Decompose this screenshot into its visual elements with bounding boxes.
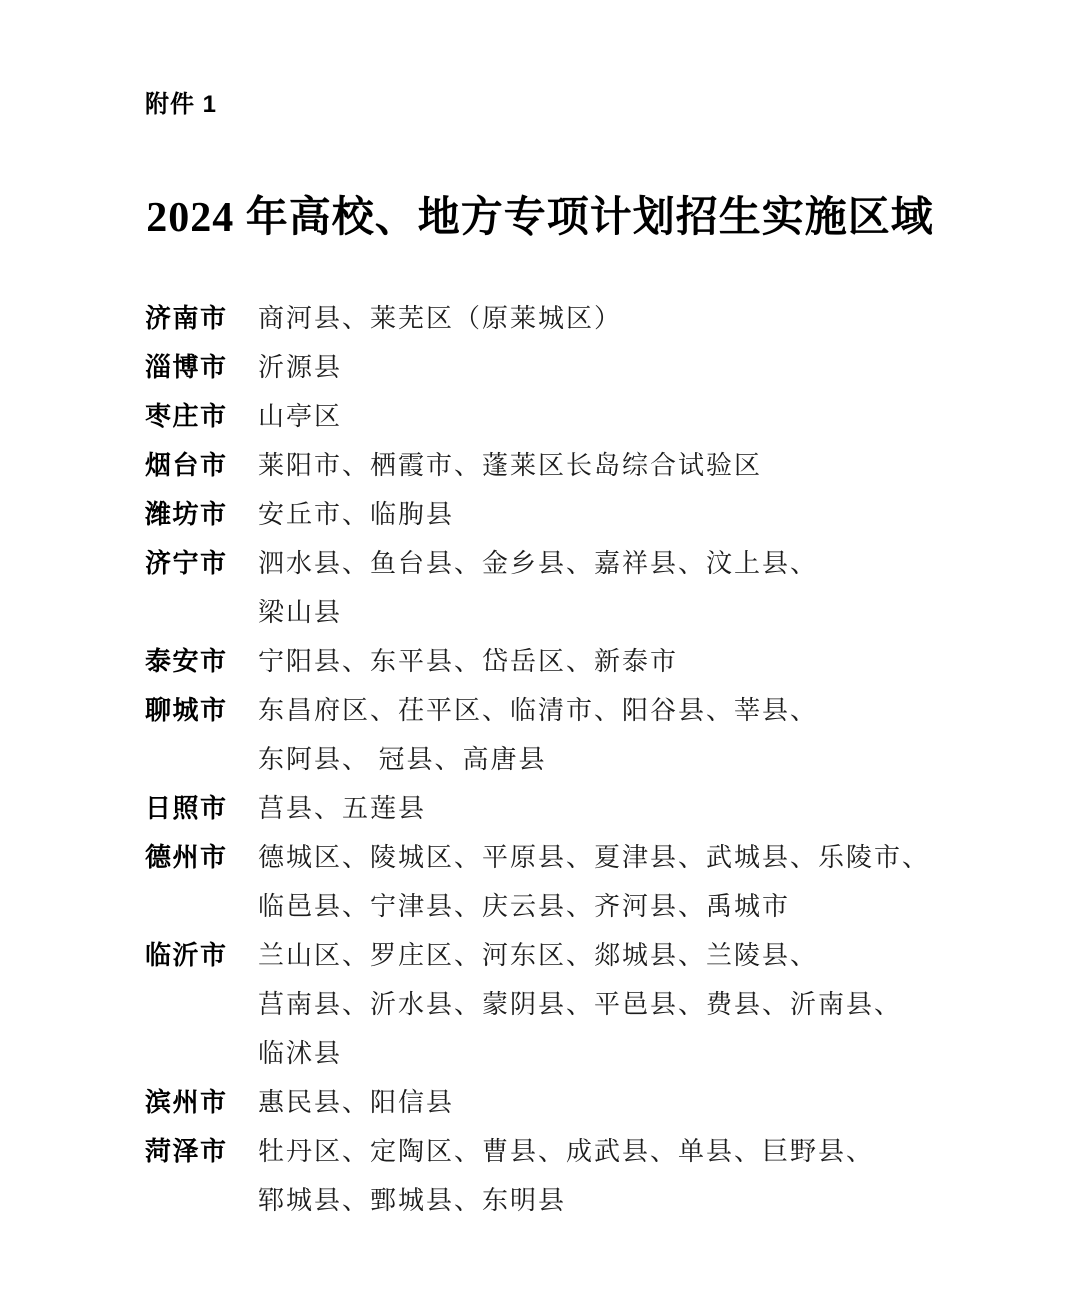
region-lines — [258, 637, 1020, 686]
region-line: 牡丹区、定陶区、曹县、成武县、单县、巨野县、 — [258, 1137, 875, 1166]
city-name: 枣庄市 — [145, 401, 228, 431]
region-line: 商河县、莱芜区（原莱城区） — [258, 304, 623, 333]
region-row — [145, 343, 1020, 392]
region-lines — [258, 490, 1020, 539]
region-lines — [258, 784, 1020, 833]
region-lines — [258, 539, 1020, 637]
region-lines — [258, 1127, 1020, 1225]
region-row — [145, 637, 1020, 686]
region-lines — [258, 686, 1020, 784]
region-line: 莱阳市、栖霞市、蓬莱区长岛综合试验区 — [258, 451, 763, 480]
region-lines — [258, 392, 1020, 441]
region-list — [145, 294, 1020, 1225]
region-line: 莒县、五莲县 — [258, 794, 427, 823]
city-name: 日照市 — [145, 793, 228, 823]
page-title: 2024 年高校、地方专项计划招生实施区域 — [146, 195, 934, 241]
region-row — [145, 1127, 1020, 1225]
region-line: 梁山县 — [258, 598, 343, 627]
region-line: 临邑县、宁津县、庆云县、齐河县、禹城市 — [258, 892, 791, 921]
region-lines — [258, 441, 1020, 490]
city-name: 聊城市 — [145, 695, 228, 725]
city-name: 潍坊市 — [145, 499, 228, 529]
city-name: 济宁市 — [145, 548, 228, 578]
region-row — [145, 539, 1020, 637]
region-lines — [258, 343, 1020, 392]
region-line: 东阿县、 冠县、高唐县 — [258, 745, 547, 774]
region-lines — [258, 931, 1020, 1078]
city-name: 淄博市 — [145, 352, 228, 382]
attachment-label: 附件 1 — [145, 91, 218, 118]
region-line: 宁阳县、东平县、岱岳区、新泰市 — [258, 647, 679, 676]
region-row — [145, 490, 1020, 539]
region-line: 莒南县、沂水县、蒙阴县、平邑县、费县、沂南县、 — [258, 990, 903, 1019]
region-row — [145, 833, 1020, 931]
city-name: 烟台市 — [145, 450, 228, 480]
region-line: 兰山区、罗庄区、河东区、郯城县、兰陵县、 — [258, 941, 819, 970]
region-line: 临沭县 — [258, 1039, 343, 1068]
region-row — [145, 294, 1020, 343]
city-name: 菏泽市 — [145, 1136, 228, 1166]
city-name: 德州市 — [145, 842, 228, 872]
region-line: 安丘市、临朐县 — [258, 500, 455, 529]
region-lines — [258, 1078, 1020, 1127]
city-name: 临沂市 — [145, 940, 228, 970]
region-row — [145, 392, 1020, 441]
region-line: 郓城县、鄄城县、东明县 — [258, 1186, 567, 1215]
region-line: 山亭区 — [258, 402, 343, 431]
region-line: 沂源县 — [258, 353, 343, 382]
region-lines — [258, 833, 1020, 931]
region-lines — [258, 294, 1020, 343]
region-line: 德城区、陵城区、平原县、夏津县、武城县、乐陵市、 — [258, 843, 931, 872]
region-row — [145, 441, 1020, 490]
region-line: 泗水县、鱼台县、金乡县、嘉祥县、汶上县、 — [258, 549, 819, 578]
city-name: 济南市 — [145, 303, 228, 333]
region-line: 惠民县、阳信县 — [258, 1088, 455, 1117]
city-name: 滨州市 — [145, 1087, 228, 1117]
city-name: 泰安市 — [145, 646, 228, 676]
region-line: 东昌府区、茌平区、临清市、阳谷县、莘县、 — [258, 696, 819, 725]
region-row — [145, 1078, 1020, 1127]
region-row — [145, 686, 1020, 784]
region-row — [145, 784, 1020, 833]
region-row — [145, 931, 1020, 1078]
